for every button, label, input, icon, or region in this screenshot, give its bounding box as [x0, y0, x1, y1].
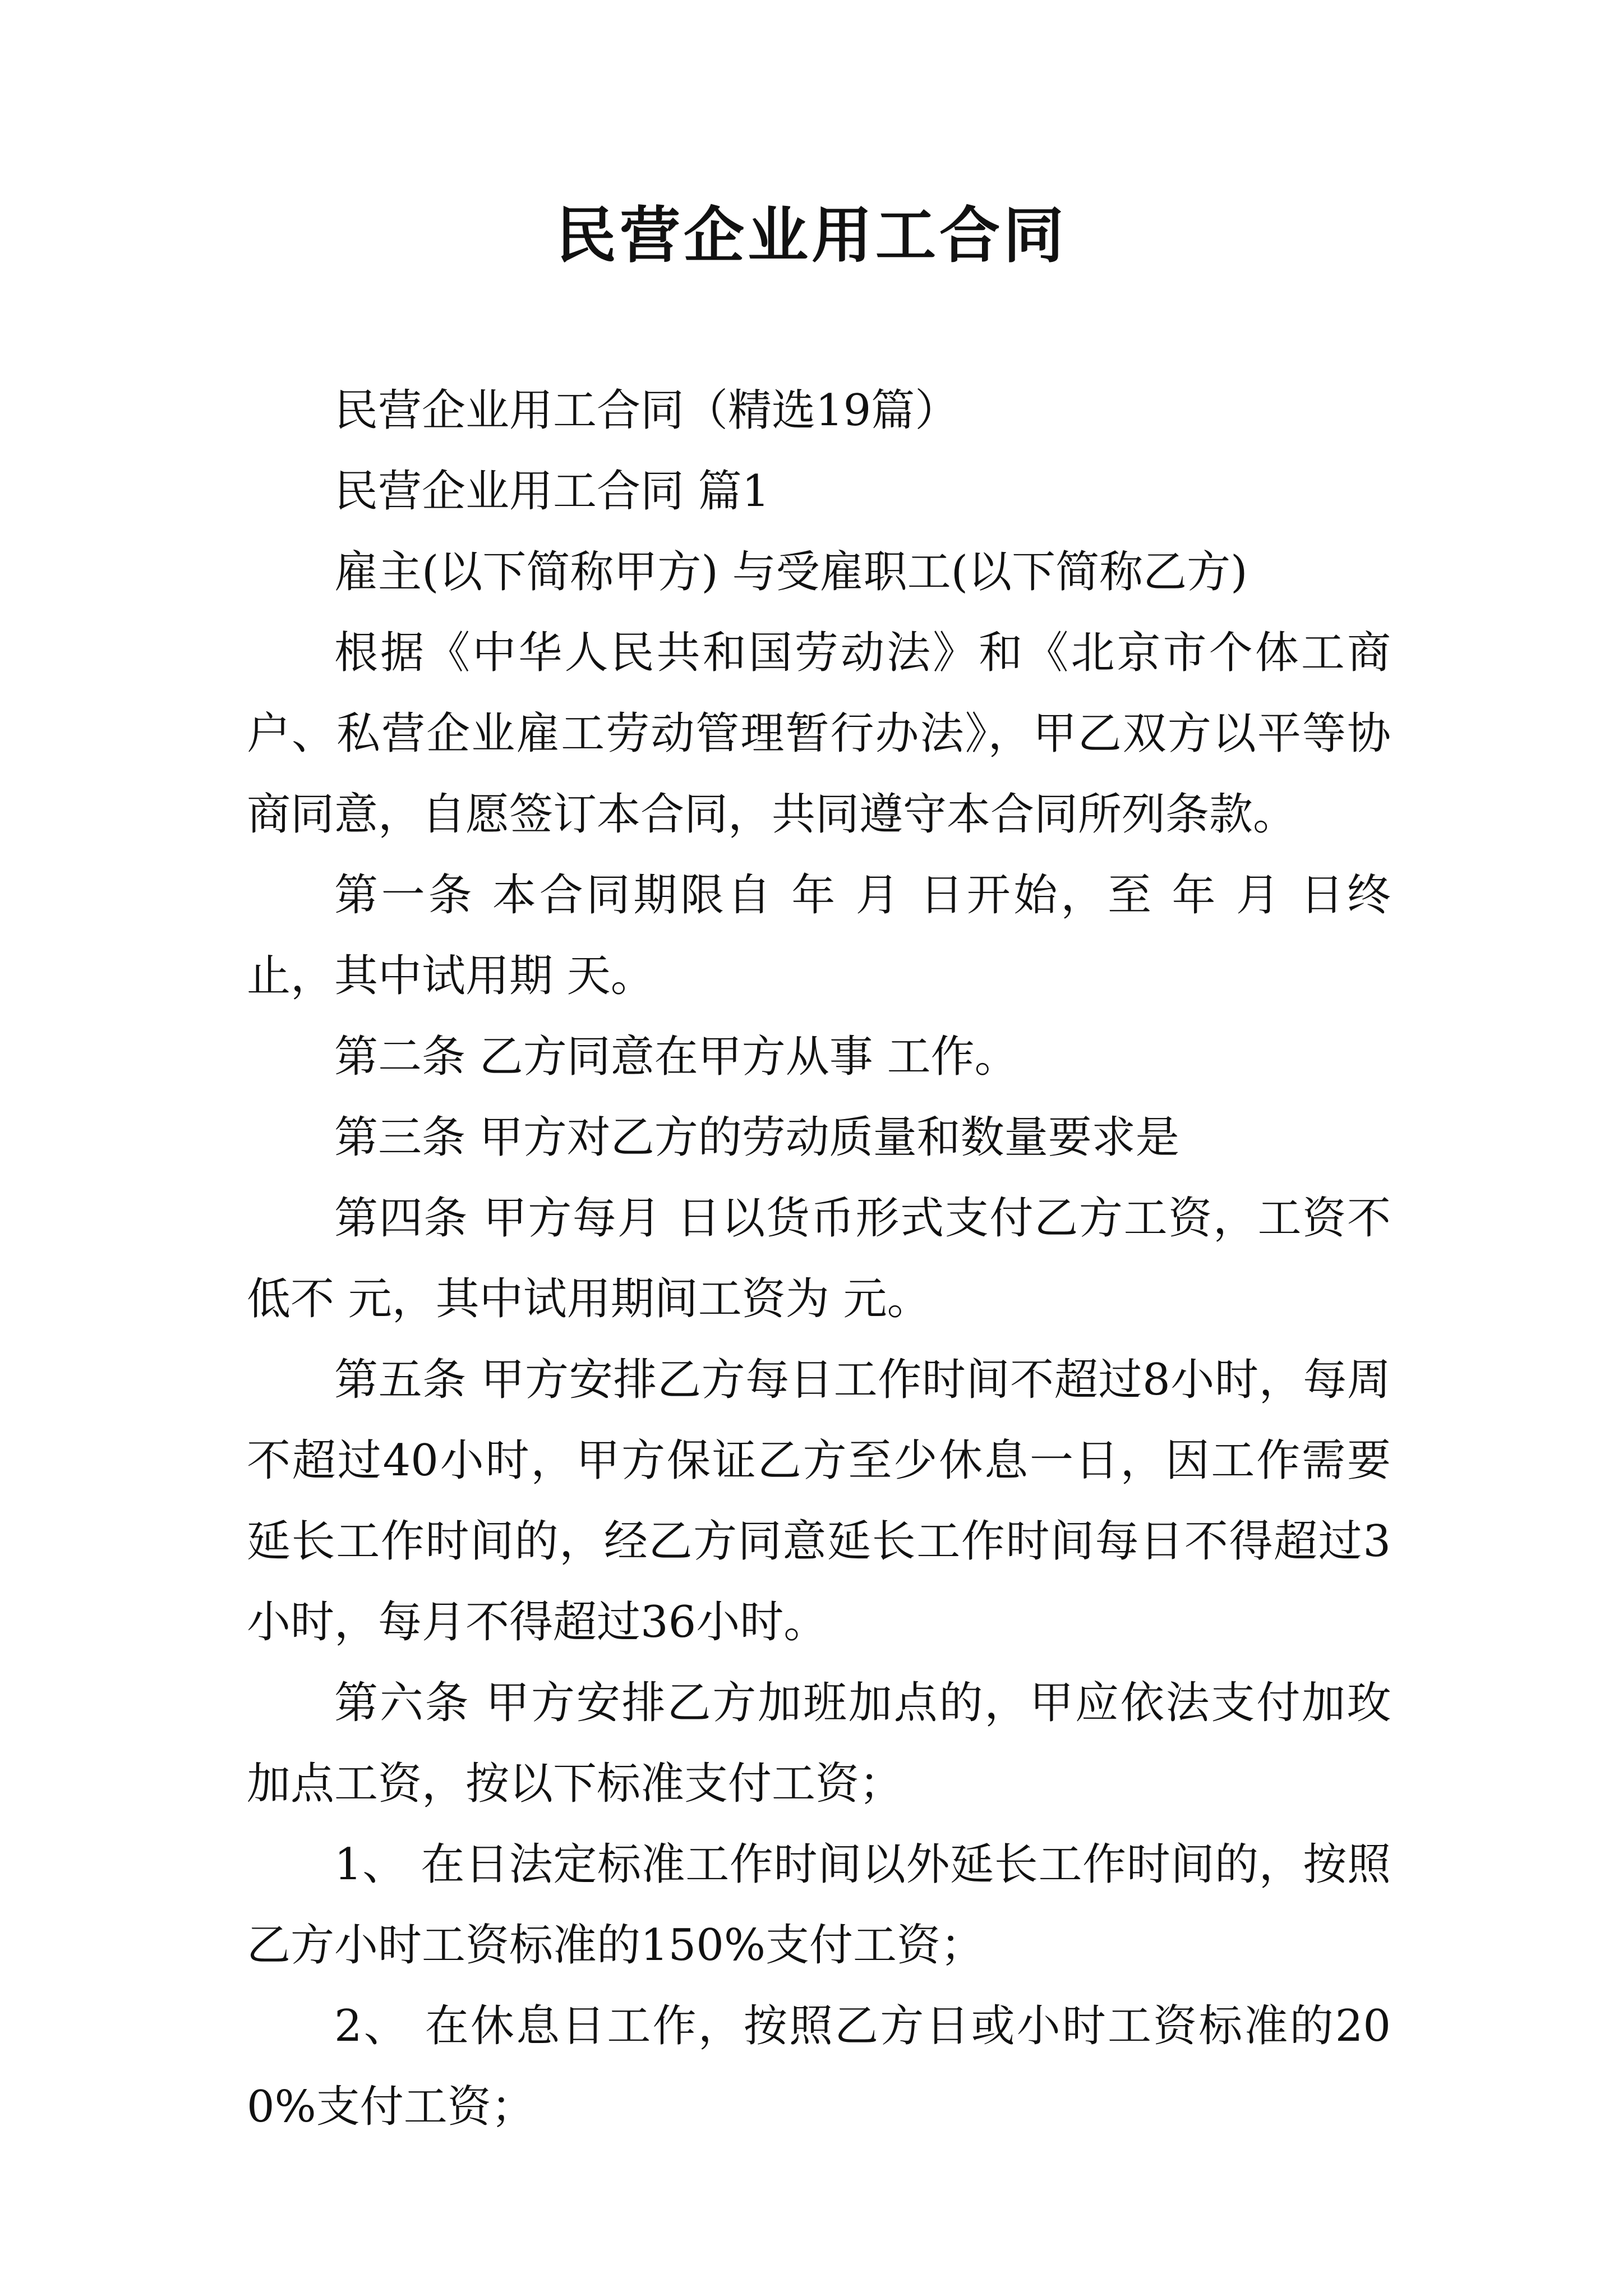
paragraph-chapter-heading: 民营企业用工合同 篇1 — [334, 466, 770, 517]
document-title: 民营企业用工合同 — [555, 200, 1067, 271]
paragraph-item-2: 2、 在休息日工作，按照乙方日或小时工资标准的200%支付工资； — [247, 2001, 1391, 2132]
paragraph-article-1: 第一条 本合同期限自 年 月 日开始，至 年 月 日终止，其中试用期 天。 — [247, 870, 1391, 1001]
document-body — [247, 370, 1391, 2147]
paragraph-article-6: 第六条 甲方安排乙方加班加点的，甲应依法支付加玫加点工资，按以下标准支付工资； — [247, 1678, 1391, 1809]
paragraph-item-1: 1、 在日法定标准工作时间以外延长工作时间的，按照乙方小时工资标准的150%支付工资； — [247, 1839, 1391, 1971]
paragraph-article-2: 第二条 乙方同意在甲方从事 工作。 — [334, 1032, 1018, 1082]
paragraph-collection-title: 民营企业用工合同（精选19篇） — [334, 385, 959, 436]
paragraph-parties: 雇主(以下简称甲方) 与受雇职工(以下简称乙方) — [334, 547, 1248, 597]
paragraph-article-3: 第三条 甲方对乙方的劳动质量和数量要求是 — [334, 1112, 1179, 1163]
paragraph-article-5: 第五条 甲方安排乙方每日工作时间不超过8小时，每周不超过40小时，甲方保证乙方至少休息一日，因工作需要延长工作时间的，经乙方同意延长工作时间每日不得超过3小时，每月不得超过36小时。 — [247, 1355, 1391, 1648]
paragraph-legal-basis: 根据《中华人民共和国劳动法》和《北京市个体工商户、私营企业雇工劳动管理暂行办法》，甲乙双方以平等协商同意，自愿签订本合同，共同遵守本合同所列条款。 — [247, 628, 1391, 840]
paragraph-article-4: 第四条 甲方每月 日以货币形式支付乙方工资，工资不低不 元，其中试用期间工资为 元。 — [247, 1193, 1391, 1324]
